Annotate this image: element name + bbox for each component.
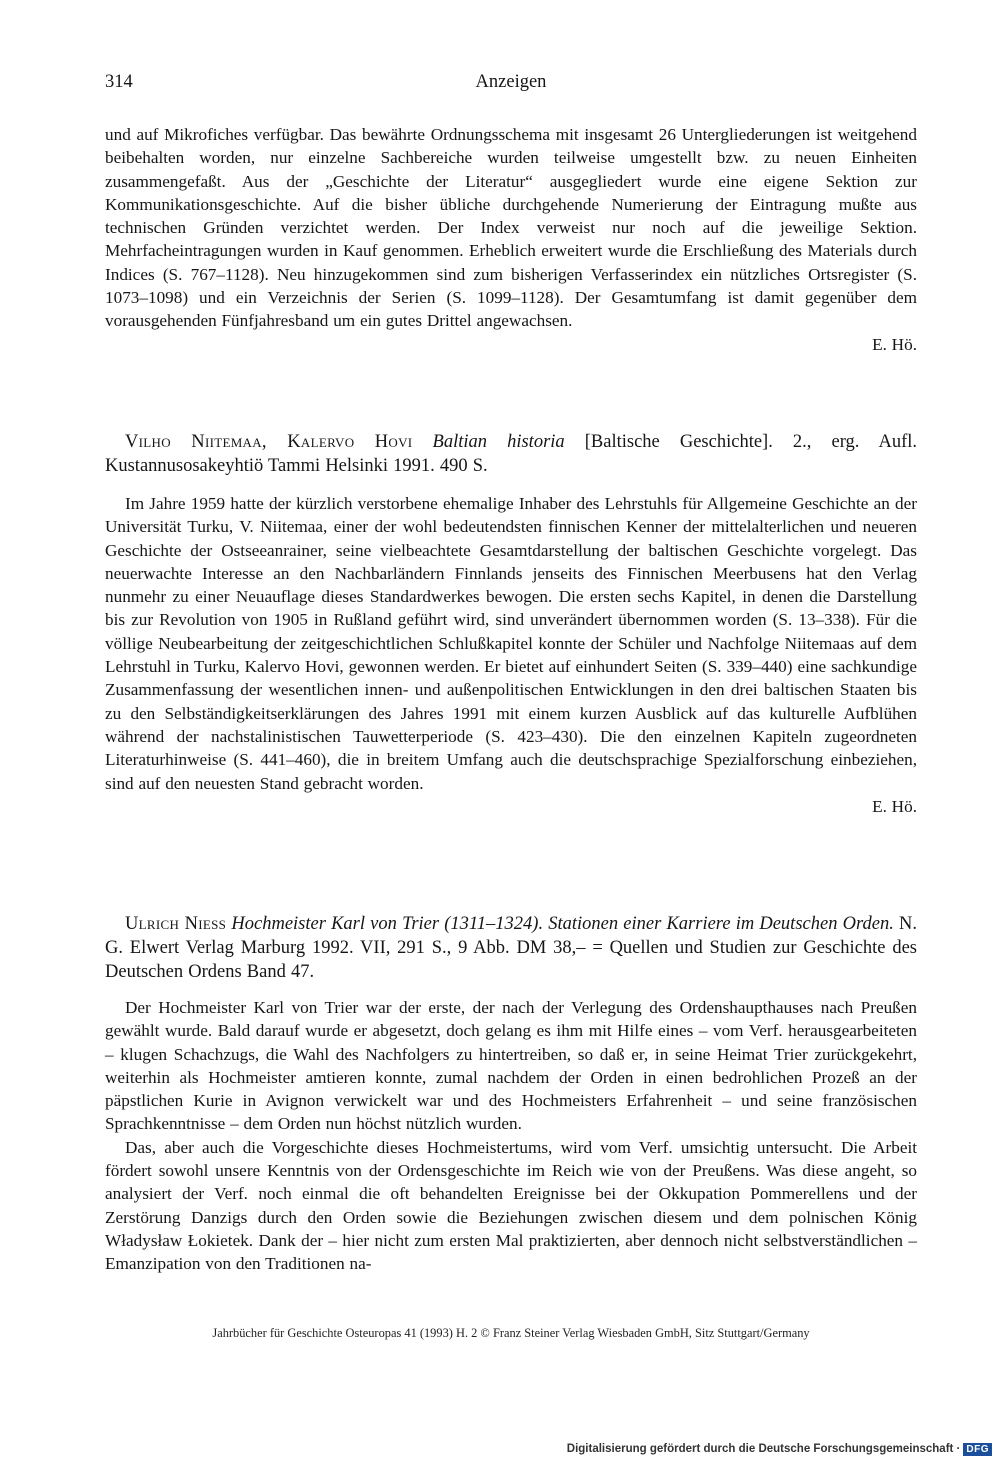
- book-details: [Baltische Geschichte]. 2., erg. Aufl. Kustannusosakeyhtiö Tammi Helsinki 1991. 490 S.: [105, 432, 918, 476]
- digitization-text: Digitalisierung gefördert durch die Deutsche Forschungsgemeinschaft ·: [566, 1443, 961, 1455]
- book-title: Baltian historia: [432, 432, 565, 452]
- review-authors: Ulrich Niess: [125, 914, 227, 934]
- paragraph: und auf Mikrofiches verfügbar. Das bewährte Ordnungsschema mit insgesamt 26 Untergliederungen ist weitgehend beibehalten worden, nur einzelne Sachbereiche wurden teilweise umgestellt bzw. zu neuen Einheiten zusammengefaßt. Aus der „Geschichte der Literatur“ ausgegliedert wurde eine eigene Sektion zur Kommunikationsgeschichte. Auf die bisher übliche durchgehende Numerierung der Eintragung mußte aus technischen Gründen verzichtet werden. Der Index verweist nur noch auf die jeweilige Sektion. Mehrfacheintragungen wurden in Kauf genommen. Erheblich erweitert wurde die Erschließung des Materials durch Indices (S. 767–1128). Neu hinzugekommen sind zum bisherigen Verfasserindex ein nützliches Ortsregister (S. 1073–1098) und ein Verzeichnis der Serien (S. 1099–1128). Der Gesamtumfang ist damit gegenüber dem vorausgehenden Fünfjahresband um ein gutes Drittel angewachsen.: [105, 125, 917, 331]
- dfg-logo-icon: DFG: [963, 1443, 992, 1456]
- paragraph: Der Hochmeister Karl von Trier war der erste, der nach der Verlegung des Ordenshaupthauses nach Preußen gewählt wurde. Bald darauf wurde er abgesetzt, doch gelang es ihm mit Hilfe eines – vom Verf. herausgearbeiteten – klugen Schachzugs, die Wahl des Nachfolgers zu hintertreiben, so daß er, in seine Heimat Trier zurückgekehrt, weiterhin als Hochmeister amtieren konnte, zumal nachdem der Orden in einen bedrohlichen Prozeß an der päpstlichen Kurie in Avignon verwickelt war und des Hochmeisters Erfahrenheit – und seine französischen Sprachkenntnisse – dem Orden nun höchst nützlich wurden.: [105, 998, 917, 1134]
- reviewer-signature: E. Hö.: [872, 796, 917, 816]
- digitization-notice: [567, 1440, 992, 1458]
- paragraph: Das, aber auch die Vorgeschichte dieses Hochmeistertums, wird vom Verf. umsichtig untersucht. Die Arbeit fördert sowohl unsere Kenntnis von der Ordensgeschichte im Reich wie von der Preußens. Was diese angeht, so analysiert der Verf. noch einmal die oft behandelten Ereignisse bei der Okkupation Pommerellens und der Zerstörung Danzigs durch den Orden sowie die Beziehungen zwischen diesem und dem polnischen König Władysław Łokietek. Dank der – hier nicht zum ersten Mal praktizierten, aber dennoch nicht selbstverständlichen – Emanzipation von den Traditionen na-: [105, 1137, 917, 1274]
- review-hochmeister-karl: [105, 912, 917, 1276]
- paragraph: Im Jahre 1959 hatte der kürzlich verstorbene ehemalige Inhaber des Lehrstuhls für Allgemeine Geschichte an der Universität Turku, V. Niitemaa, einer der wohl bedeutendsten finnischen Kenner der mittelalterlichen und neueren Geschichte der Ostseeanrainer, seine vielbeachtete Gesamtdarstellung der baltischen Geschichte vorgelegt. Das neuerwachte Interesse an den Nachbarländern Finnlands jenseits des Finnischen Meerbusens hat den Verlag nunmehr zu einer Neuauflage dieses Standardwerkes bewogen. Die ersten sechs Kapitel, in denen die Darstellung bis zur Revolution von 1905 in Rußland geführt wird, sind unverändert übernommen worden (S. 13–338). Für die völlige Neubearbeitung der zeitgeschichtlichen Schlußkapitel konnte der Schüler und Nachfolge Niitemaas auf dem Lehrstuhl in Turku, Kalervo Hovi, gewonnen werden. Er bietet auf einhundert Seiten (S. 339–440) eine sachkundige Zusammenfassung der wesentlichen innen- und außenpolitischen Entwicklungen in den drei baltischen Staaten bis zu den Selbständigkeitserklärungen des Jahres 1991 mit einem kurzen Ausblick auf das kulturelle Aufblühen während der nachstalinistischen Tauwetterperiode (S. 423–430). Die den einzelnen Kapiteln zugeordneten Literaturhinweise (S. 441–460), die in breitem Umfang auch die deutschsprachige Spezialforschung einbeziehen, sind auf den neuesten Stand gebracht worden.: [105, 494, 917, 793]
- book-title: Hochmeister Karl von Trier (1311–1324). Stationen einer Karriere im Deutschen Orden.: [231, 914, 894, 934]
- journal-citation: Jahrbücher für Geschichte Osteuropas 41 (1993) H. 2 © Franz Steiner Verlag Wiesbaden GmbH, Sitz Stuttgart/Germany: [212, 1326, 810, 1340]
- reviewer-signature: E. Hö.: [872, 334, 917, 354]
- review-heading: [105, 430, 917, 478]
- review-heading: [105, 912, 917, 984]
- review-authors: Vilho Niitemaa, Kalervo Hovi: [125, 432, 413, 452]
- book-details: N. G. Elwert Verlag Marburg 1992. VII, 291 S., 9 Abb. DM 38,– = Quellen und Studien zur Geschichte des Deutschen Ordens Band 47.: [105, 914, 917, 982]
- running-head: [105, 72, 917, 98]
- section-title: Anzeigen: [475, 72, 547, 92]
- page-number: 314: [105, 72, 133, 92]
- continued-review: [105, 123, 917, 356]
- review-baltian-historia: [105, 430, 917, 818]
